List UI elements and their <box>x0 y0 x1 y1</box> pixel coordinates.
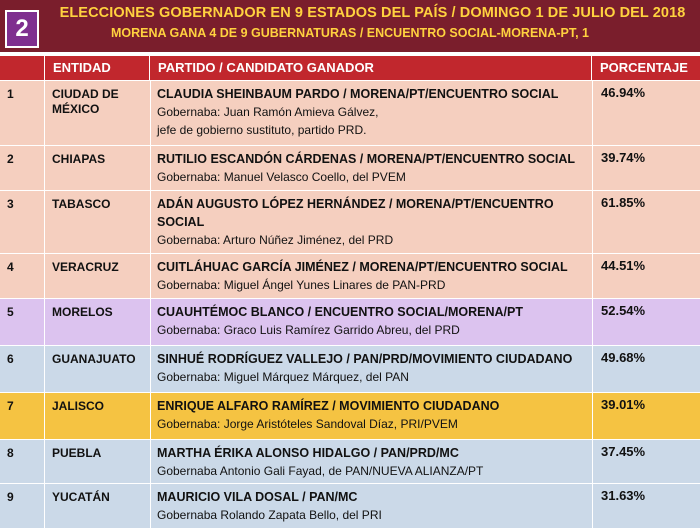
table-row <box>0 345 700 392</box>
previous-governor: Gobernaba: Jorge Aristóteles Sandoval Díaz, PRI/PVEM <box>157 417 458 431</box>
candidate-name: SINHUÉ RODRÍGUEZ VALLEJO / PAN/PRD/MOVIMIENTO CIUDADANO <box>157 352 573 366</box>
previous-governor: Gobernaba: Miguel Márquez Márquez, del PAN <box>157 370 409 384</box>
porcentaje-cell: 46.94% <box>601 85 646 100</box>
candidato-cell <box>150 254 592 298</box>
entidad-cell: CIUDAD DE MÉXICO <box>52 87 119 116</box>
column-header-number <box>0 56 44 80</box>
row-number: 2 <box>7 152 14 166</box>
entidad-cell: PUEBLA <box>52 446 102 460</box>
previous-governor: Gobernaba Antonio Gali Fayad, de PAN/NUEVA ALIANZA/PT <box>157 464 484 478</box>
entidad-cell: JALISCO <box>52 399 105 413</box>
porcentaje-cell: 39.74% <box>601 150 646 165</box>
row-number: 6 <box>7 352 14 366</box>
candidato-cell <box>150 81 592 145</box>
candidato-cell <box>150 484 592 528</box>
porcentaje-cell: 39.01% <box>601 397 646 412</box>
entidad-cell: MORELOS <box>52 305 113 319</box>
previous-governor: Gobernaba: Juan Ramón Amieva Gálvez, <box>157 105 379 119</box>
candidate-name: MAURICIO VILA DOSAL / PAN/MC <box>157 490 358 504</box>
section-number-badge: 2 <box>5 10 39 48</box>
candidato-cell <box>150 440 592 483</box>
candidate-name: RUTILIO ESCANDÓN CÁRDENAS / MORENA/PT/ENCUENTRO SOCIAL <box>157 152 576 166</box>
entidad-cell: TABASCO <box>52 197 111 211</box>
previous-governor: Gobernaba: Arturo Núñez Jiménez, del PRD <box>157 233 394 247</box>
candidate-name: MARTHA ÉRIKA ALONSO HIDALGO / PAN/PRD/MC <box>157 446 459 460</box>
entidad-cell: YUCATÁN <box>52 490 110 504</box>
candidate-name: CUAUHTÉMOC BLANCO / ENCUENTRO SOCIAL/MORENA/PT <box>157 305 523 319</box>
row-number: 9 <box>7 490 14 504</box>
page-title: ELECCIONES GOBERNADOR EN 9 ESTADOS DEL PAÍS / DOMINGO 1 DE JULIO DEL 2018 <box>59 5 686 21</box>
row-number: 8 <box>7 446 14 460</box>
page-subtitle: MORENA GANA 4 DE 9 GUBERNATURAS / ENCUENTRO SOCIAL-MORENA-PT, 1 <box>110 26 590 40</box>
candidato-cell <box>150 299 592 345</box>
porcentaje-cell: 31.63% <box>601 488 646 503</box>
entidad-cell: CHIAPAS <box>52 152 106 166</box>
table-row <box>0 483 700 528</box>
table-row <box>0 145 700 190</box>
table-row <box>0 253 700 298</box>
table-row <box>0 392 700 439</box>
table-row <box>0 190 700 253</box>
candidate-name: ENRIQUE ALFARO RAMÍREZ / MOVIMIENTO CIUDADANO <box>157 399 500 413</box>
porcentaje-cell: 61.85% <box>601 195 646 210</box>
candidate-name: CLAUDIA SHEINBAUM PARDO / MORENA/PT/ENCUENTRO SOCIAL <box>157 87 559 101</box>
porcentaje-cell: 44.51% <box>601 258 646 273</box>
candidato-cell <box>150 146 592 190</box>
porcentaje-cell: 52.54% <box>601 303 646 318</box>
table-row <box>0 298 700 345</box>
row-number: 3 <box>7 197 14 211</box>
candidate-name: ADÁN AUGUSTO LÓPEZ HERNÁNDEZ / MORENA/PT/ENCUENTRO SOCIAL <box>157 197 554 229</box>
column-header-partido: PARTIDO / CANDIDATO GANADOR <box>150 56 591 80</box>
previous-governor: Gobernaba Rolando Zapata Bello, del PRI <box>157 508 382 522</box>
column-header-entidad: ENTIDAD <box>45 56 149 80</box>
table-row <box>0 439 700 483</box>
previous-governor-note: jefe de gobierno sustituto, partido PRD. <box>157 123 367 137</box>
row-number: 1 <box>7 87 14 101</box>
previous-governor: Gobernaba: Manuel Velasco Coello, del PVEM <box>157 170 406 184</box>
candidato-cell <box>150 191 592 253</box>
candidato-cell <box>150 393 592 439</box>
entidad-cell: GUANAJUATO <box>52 352 136 366</box>
row-number: 7 <box>7 399 14 413</box>
table-row <box>0 80 700 145</box>
entidad-cell: VERACRUZ <box>52 260 119 274</box>
porcentaje-cell: 49.68% <box>601 350 646 365</box>
previous-governor: Gobernaba: Miguel Ángel Yunes Linares de PAN-PRD <box>157 278 446 292</box>
header-bar <box>0 0 700 52</box>
porcentaje-cell: 37.45% <box>601 444 646 459</box>
column-header-porcentaje: PORCENTAJE <box>592 56 700 80</box>
candidato-cell <box>150 346 592 392</box>
row-number: 5 <box>7 305 14 319</box>
previous-governor: Gobernaba: Graco Luis Ramírez Garrido Abreu, del PRD <box>157 323 460 337</box>
row-number: 4 <box>7 260 14 274</box>
candidate-name: CUITLÁHUAC GARCÍA JIMÉNEZ / MORENA/PT/ENCUENTRO SOCIAL <box>157 260 568 274</box>
